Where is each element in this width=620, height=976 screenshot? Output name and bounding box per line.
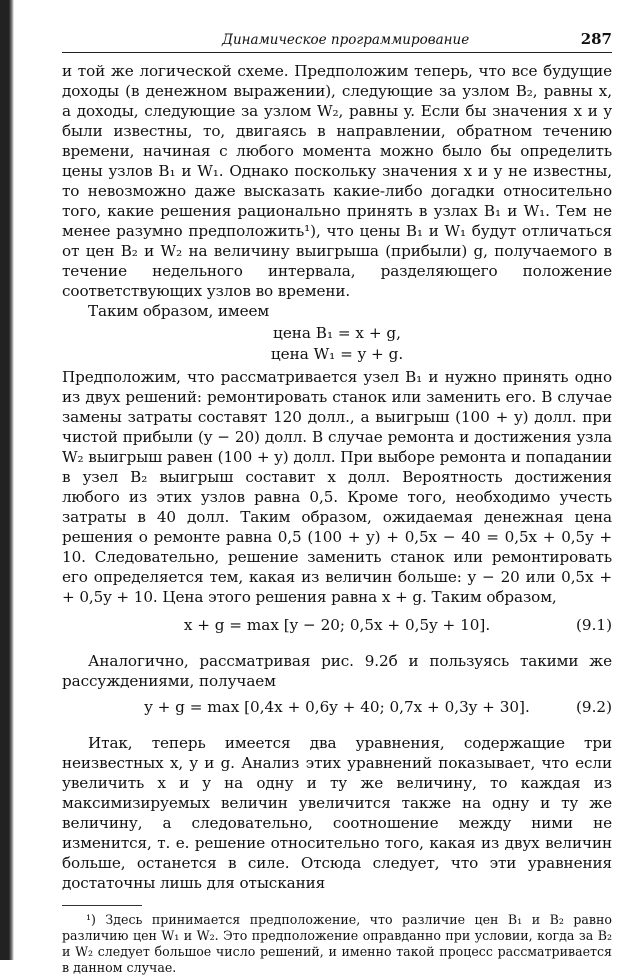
footnote-1: ¹) Здесь принимается предположение, что различие цен B₁ и B₂ равно различию цен W₁ и W₂. Это предположение оправданно при условии, когда за B₂ и W₂ следует большое число решений, и именно такой процесс рассматривается в данном случае.	[62, 912, 612, 975]
book-spine-shadow	[0, 0, 14, 960]
equation-price-w1: цена W₁ = y + g.	[270, 345, 404, 363]
equation-9-2-body: y + g = max [0,4x + 0,6y + 40; 0,7x + 0,3y + 30].	[144, 698, 530, 716]
page-body	[62, 30, 612, 976]
equation-price-b1: цена B₁ = x + g,	[273, 324, 401, 342]
equation-9-1-number: (9.1)	[575, 616, 612, 634]
paragraph-5: Итак, теперь имеется два уравнения, содержащие три неизвестных x, y и g. Анализ этих уравнений показывает, что если увеличить x и y на одну и ту же величину, то каждая из максимизируемых величин увеличится также на одну и ту же величину, а следовательно, соотношение между ними не изменится, т. е. решение относительно того, какая из двух величин больше, останется в силе. Отсюда следует, что эти уравнения достаточны лишь для отыскания	[62, 734, 612, 892]
footnote-rule	[62, 905, 142, 906]
running-header	[62, 30, 612, 53]
equation-9-1	[62, 613, 612, 637]
equation-9-1-body: x + g = max [y − 20; 0,5x + 0,5y + 10].	[183, 616, 491, 634]
paragraph-4: Аналогично, рассматривая рис. 9.2б и пользуясь такими же рассуждениями, получаем	[62, 652, 612, 690]
equation-9-2	[62, 695, 612, 719]
price-equations	[62, 323, 612, 365]
paragraph-1: и той же логической схеме. Предположим теперь, что все будущие доходы (в денежном выражении), следующие за узлом B₂, равны x, а доходы, следующие за узлом W₂, равны y. Если бы значения x и y были известны, то, двигаясь в направлении, обратном течению времени, начиная с любого момента можно было бы определить цены узлов B₁ и W₁. Однако поскольку значения x и y не известны, то невозможно даже высказать какие-либо догадки относительно того, какие решения рационально принять в узлах B₁ и W₁. Тем не менее разумно предположить¹), что цены B₁ и W₁ будут отличаться от цен B₂ и W₂ на величину выигрыша (прибыли) g, получаемого в течение недельного интервала, разделяющего положение соответствующих узлов во времени.	[62, 62, 612, 300]
paragraph-3: Предположим, что рассматривается узел B₁ и нужно принять одно из двух решений: ремонтировать станок или заменить его. В случае замены затраты составят 120 долл., а выигрыш (100 + y) долл. при чистой прибыли (y − 20) долл. В случае ремонта и достижения узла W₂ выигрыш равен (100 + y) долл. При выборе ремонта и попадании в узел B₂ выигрыш составит x долл. Вероятность достижения любого из этих узлов равна 0,5. Кроме того, необходимо учесть затраты в 40 долл. Таким образом, ожидаемая денежная цена решения о ремонте равна 0,5 (100 + y) + 0,5x − 40 = 0,5x + 0,5y + 10. Следовательно, решение заменить станок или ремонтировать его определяется тем, какая из величин больше: y − 20 или 0,5x + + 0,5y + 10. Цена этого решения равна x + g. Таким образом,	[62, 368, 612, 606]
paragraph-2: Таким образом, имеем	[88, 302, 270, 320]
page-number: 287	[580, 30, 612, 48]
equation-9-2-number: (9.2)	[575, 698, 612, 716]
running-title: Динамическое программирование	[222, 32, 470, 48]
